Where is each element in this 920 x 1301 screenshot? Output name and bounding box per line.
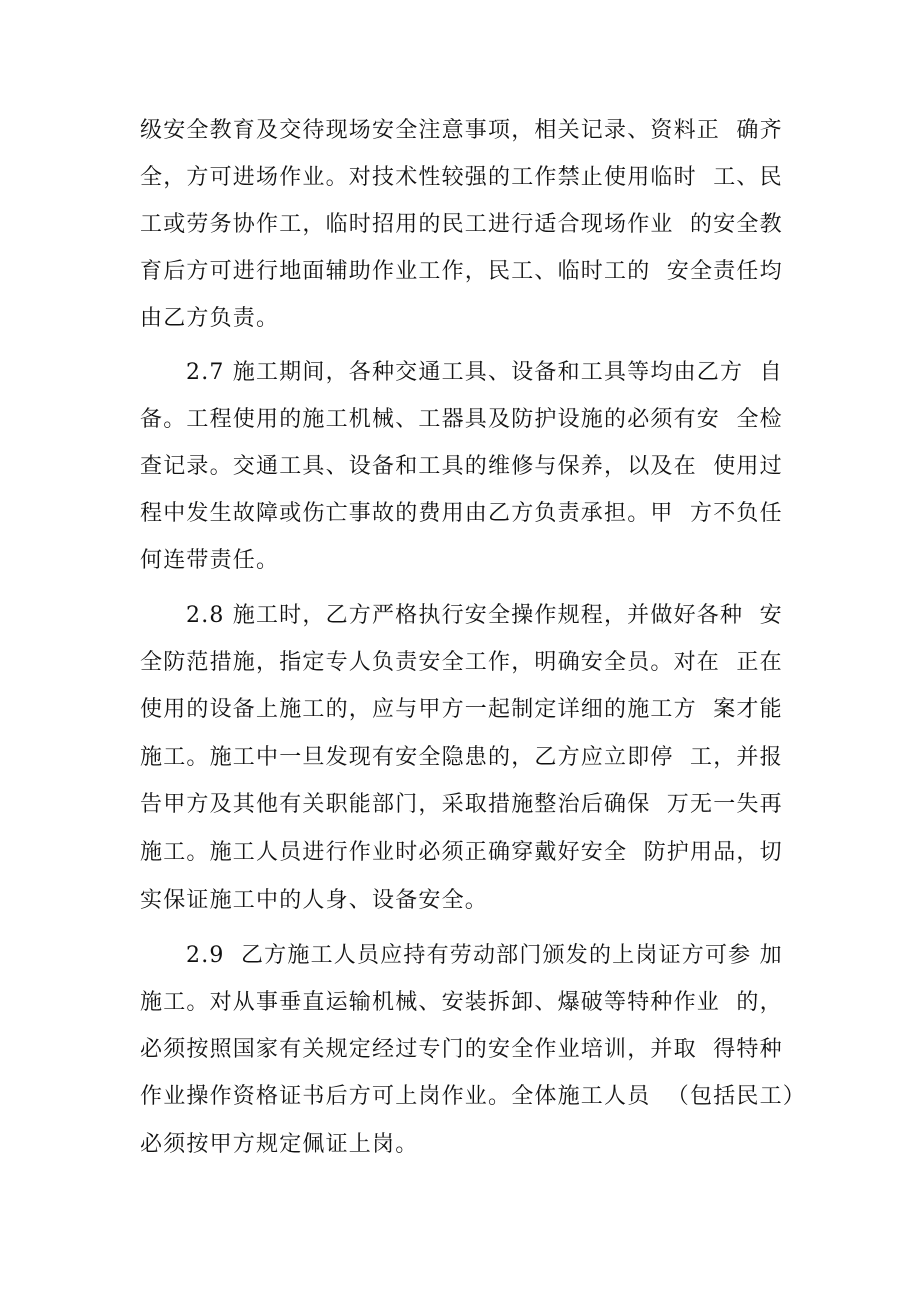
text-line: 由乙方负责。 (140, 306, 280, 331)
paragraph-2-8-start: 2.8 施工时，乙方严格执行安全操作规程，并做好各种 安 (186, 603, 783, 628)
text-line: 程中发生故障或伤亡事故的费用由乙方负责承担。甲 方不负任 (140, 501, 783, 526)
text-line: 使用的设备上施工的，应与甲方一起制定详细的施工方 案才能 (140, 697, 783, 722)
text-line: 施工。施工人员进行作业时必须正确穿戴好安全 防护用品，切 (140, 840, 783, 865)
text-line: 工或劳务协作工，临时招用的民工进行适合现场作业 的安全教 (140, 212, 783, 237)
text-line: 必须按甲方规定佩证上岗。 (140, 1132, 419, 1157)
text-line: 告甲方及其他有关职能部门，采取措施整治后确保 万无一失再 (140, 792, 783, 817)
text-line: 备。工程使用的施工机械、工器具及防护设施的必须有安 全检 (140, 407, 783, 432)
text-line: 全防范措施，指定专人负责安全工作，明确安全员。对在 正在 (140, 650, 783, 675)
paragraph-2-7-start: 2.7 施工期间，各种交通工具、设备和工具等均由乙方 自 (186, 360, 783, 385)
text-line: 实保证施工中的人身、设备安全。 (140, 888, 489, 913)
text-line: 级安全教育及交待现场安全注意事项，相关记录、资料正 确齐 (140, 118, 783, 143)
text-line: 施工。对从事垂直运输机械、安装拆卸、爆破等特种作业 的， (140, 990, 783, 1015)
text-line: 作业操作资格证书后方可上岗作业。全体施工人员 （包括民工） (140, 1084, 806, 1109)
text-line: 施工。施工中一旦发现有安全隐患的，乙方应立即停 工，并报 (140, 745, 783, 770)
text-line: 查记录。交通工具、设备和工具的维修与保养，以及在 使用过 (140, 454, 783, 479)
text-line: 必须按照国家有关规定经过专门的安全作业培训，并取 得特种 (140, 1037, 783, 1062)
text-line: 全，方可进场作业。对技术性较强的工作禁止使用临时 工、民 (140, 165, 783, 190)
text-line: 育后方可进行地面辅助作业工作，民工、临时工的 安全责任均 (140, 259, 783, 284)
paragraph-2-9-start: 2.9 乙方施工人员应持有劳动部门颁发的上岗证方可参 加 (186, 943, 783, 968)
text-line: 何连带责任。 (140, 548, 280, 573)
